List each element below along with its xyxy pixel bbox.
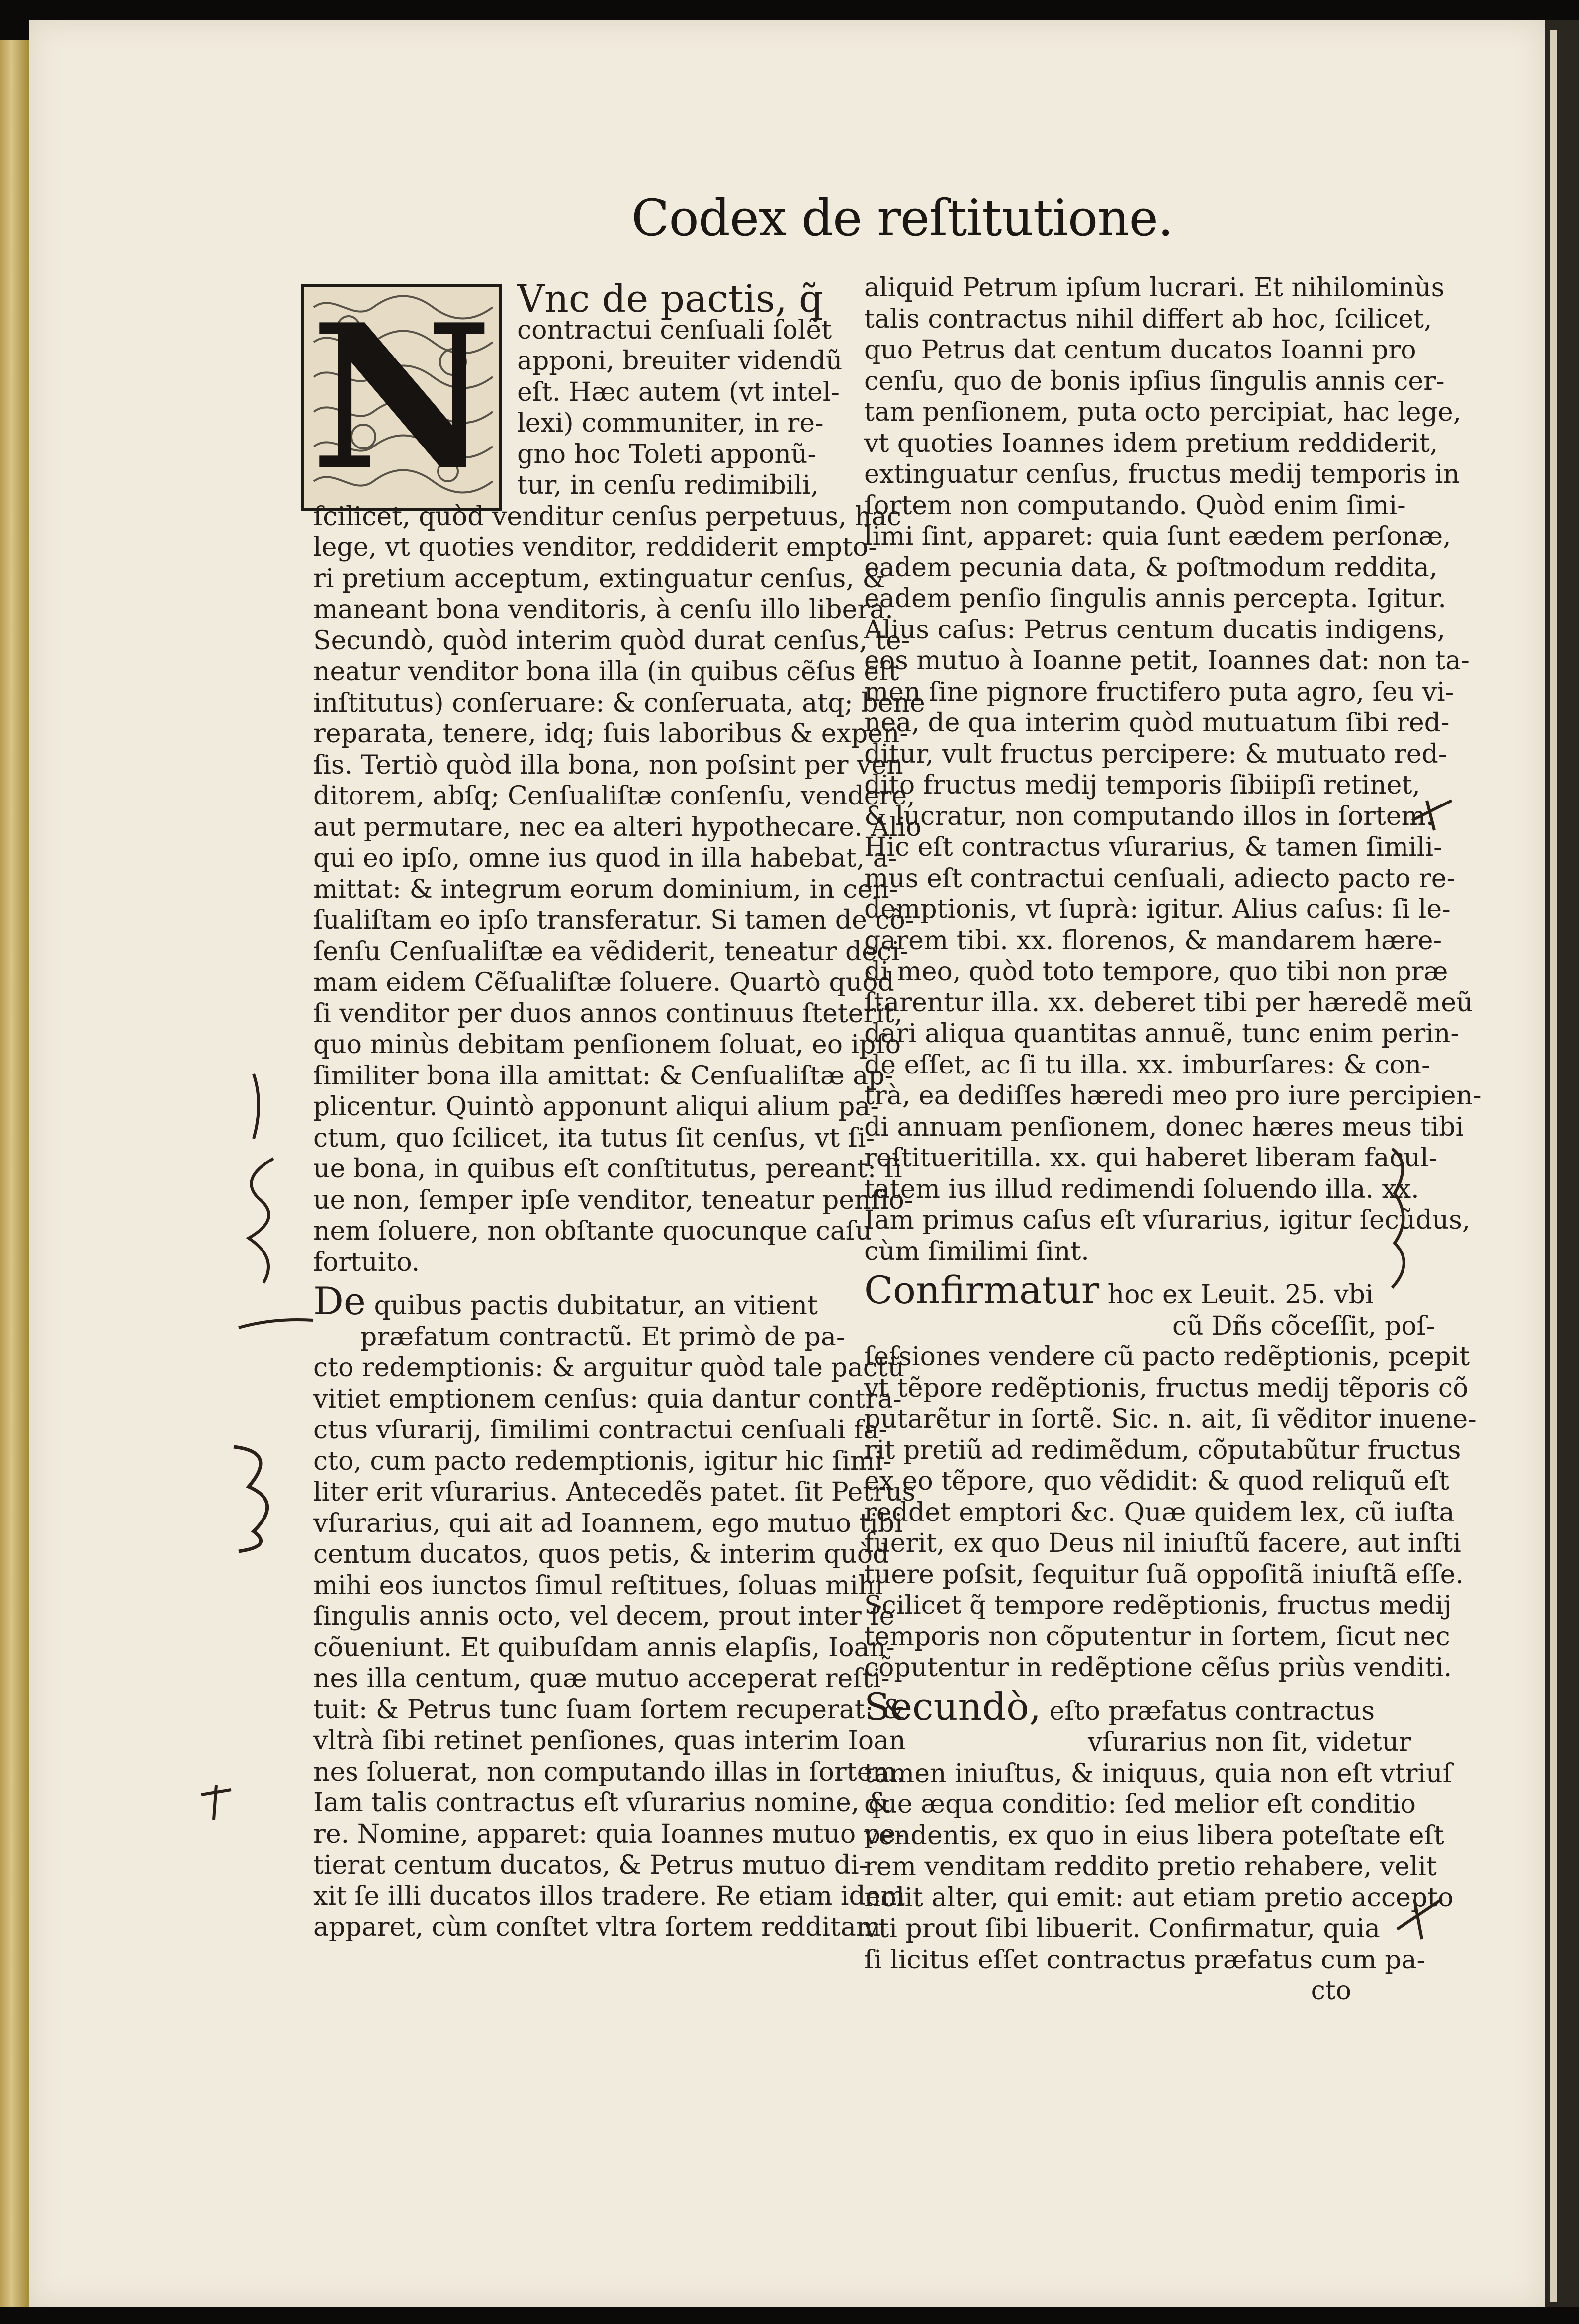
text-line: ſi licitus eſſet contractus præfatus cum pa-: [864, 1945, 1426, 1975]
next-page-edge: [1550, 30, 1557, 2302]
text-line: tierat centum ducatos, & Petrus mutuo di-: [313, 1850, 868, 1880]
text-line: plicentur. Quintò apponunt aliqui alium pa-: [313, 1092, 879, 1122]
text-line: rem venditam reddito pretio rehabere, velit: [864, 1852, 1437, 1881]
text-line: temporis non cõputentur in ſortem, ſicut nec: [864, 1621, 1450, 1652]
text-line: ſortem non computando. Quòd enim ſimi-: [864, 490, 1406, 521]
text-line: fuerit, ex quo Deus nil iniuſtũ facere, aut inſti: [864, 1528, 1461, 1558]
text-line: gno hoc Toleti apponũ-: [517, 439, 816, 469]
text-line: maneant bona venditoris, à cenſu illo libera.: [313, 595, 893, 625]
text-line: limi ſint, apparet: quia ſunt eædem perſonæ,: [864, 522, 1451, 551]
text-line: fortuito.: [313, 1247, 420, 1277]
text-line: eos mutuo à Ioanne petit, Ioannes dat: non ta-: [864, 646, 1470, 676]
text-line: vendentis, ex quo in eius libera poteſtate eſt: [864, 1820, 1444, 1851]
text-line: nes illa centum, quæ mutuo acceperat reſti-: [313, 1664, 890, 1694]
text-line: ſcilicet, quòd venditur cenſus perpetuus, hac: [313, 501, 901, 532]
text-line: ex eo tẽpore, quo vẽdidit: & quod reliquũ eſt: [864, 1466, 1450, 1496]
text-line: vſurarius non ſit, videtur: [1088, 1727, 1411, 1757]
text-line: ſi venditor per duos annos continuus ſteterit,: [313, 998, 903, 1029]
text-line: rit pretiũ ad redimẽdum, cõputabũtur fructus: [864, 1435, 1461, 1465]
text-line: vt quoties Ioannes idem pretium reddiderit,: [864, 428, 1438, 458]
text-line: ctus vſurarij, ſimilimi contractui cenſuali fa-: [313, 1415, 887, 1445]
margin-cross-mark-icon: [1407, 791, 1457, 835]
text-line: [864, 1268, 1391, 1312]
text-line: ſenſu Cenſualiſtæ ea vẽdiderit, teneatur deci-: [313, 936, 909, 967]
text-line: mihi eos iunctos ſimul reſtitues, ſoluas mihi: [313, 1570, 883, 1601]
text-line: cenſu, quo de bonis ipſius ſingulis annis cer-: [864, 366, 1445, 396]
text-line: vitiet emptionem cenſus: quia dantur contra-: [313, 1384, 902, 1414]
text-line: liter erit vſurarius. Antecedẽs patet. ſit Petrus: [313, 1477, 916, 1507]
left-text-column: [310, 276, 925, 1943]
margin-bracket-annotation-icon: [219, 1059, 318, 1338]
text-line: tatem ius illud redimendi ſoluendo illa. xx.: [864, 1174, 1419, 1204]
text-line: tur, in cenſu redimibili,: [517, 470, 819, 500]
text-line: quo minùs debitam penſionem ſoluat, eo ipſo: [313, 1030, 901, 1060]
text-line: inſtitutus) conſeruare: & conſeruata, atq; bene: [313, 688, 925, 718]
text-line: ſeſsiones vendere cũ pacto redẽptionis, pcepit: [864, 1342, 1470, 1372]
text-line: eadem penſio ſingulis annis percepta. Igitur.: [864, 584, 1446, 614]
text-line: ſis. Tertiò quòd illa bona, non poſsint per ven: [313, 750, 903, 780]
text-line: præfatum contractũ. Et primò de pa-: [360, 1322, 845, 1352]
text-line: nes ſoluerat, non computando illas in ſortem.: [313, 1757, 905, 1787]
section-initial: De: [313, 1279, 366, 1323]
text-line: de eſſet, ac ſi tu illa. xx. imburſares: & con-: [864, 1050, 1430, 1080]
text-line: ſingulis annis octo, vel decem, prout inter ſe: [313, 1602, 895, 1631]
text-line: mam eidem Cẽſualiſtæ ſoluere. Quartò quòd: [313, 968, 894, 997]
text-line: extinguatur cenſus, fructus medij temporis in: [864, 459, 1460, 489]
book-edge-left: [0, 40, 29, 2307]
text-line: ſimiliter bona illa amittat: & Cenſualiſtæ ap-: [313, 1061, 894, 1091]
text-line: tamen iniuſtus, & iniquus, quia non eſt vtriuſ: [864, 1758, 1452, 1788]
text-line: vltrà ſibi retinet penſiones, quas interim Ioan: [313, 1726, 906, 1756]
text-line: trà, ea dediſſes hæredi meo pro iure percipien-: [864, 1081, 1482, 1111]
text-line: re. Nomine, apparet: quia Ioannes mutuo pe-: [313, 1819, 905, 1849]
text-line: reparata, tenere, idq; ſuis laboribus & expen-: [313, 719, 908, 749]
text-line: cũ Dñs cõceſſit, poſ-: [1172, 1311, 1435, 1341]
right-text-column: [864, 272, 1482, 2007]
text-line: nolit alter, qui emit: aut etiam pretio accepto: [864, 1882, 1454, 1913]
text-line: cõputentur in redẽptione cẽſus priùs venditi.: [864, 1653, 1452, 1683]
text-line: Iam talis contractus eſt vſurarius nomine, &: [313, 1788, 891, 1818]
text-line: ri pretium acceptum, extinguatur cenſus, &: [313, 563, 885, 594]
text-line: vti prout ſibi libuerit. Confirmatur, quia: [864, 1914, 1380, 1944]
text-line: aliquid Petrum ipſum lucrari. Et nihilominùs: [864, 273, 1445, 303]
text-line: ſtarentur illa. xx. deberet tibi per hæredẽ meũ: [864, 987, 1473, 1018]
text-line: tam penſionem, puta octo percipiat, hac lege,: [864, 397, 1462, 427]
text-line: cto redemptionis: & arguitur quòd tale pactũ: [313, 1353, 905, 1383]
text-fragment: quibus pactis dubitatur, an vitient: [374, 1291, 818, 1321]
text-line: centum ducatos, quos petis, & interim quòd: [313, 1539, 889, 1569]
text-line: ſualiſtam eo ipſo transferatur. Si tamen de cõ-: [313, 905, 914, 935]
text-line: ditorem, abſq; Cenſualiſtæ conſenſu, vendere,: [313, 781, 915, 811]
text-line: di meo, quòd toto tempore, quo tibi non præ: [864, 957, 1448, 986]
section-heading-confirmatur: Confirmatur: [864, 1268, 1100, 1312]
text-line: tuit: & Petrus tunc ſuam ſortem recuperat: &: [313, 1695, 905, 1725]
text-line: vt tẽpore redẽptionis, fructus medij tẽporis cõ: [864, 1373, 1469, 1403]
page-title: Codex de reſtitutione.: [631, 189, 1173, 247]
text-line: [864, 1684, 1391, 1729]
margin-brace-annotation-icon: [1382, 1144, 1417, 1293]
text-line: Scilicet q̃ tempore redẽptionis, fructus medij: [864, 1591, 1452, 1620]
text-fragment: eſto præfatus contractus: [1049, 1696, 1375, 1726]
text-line: ctum, quo ſcilicet, ita tutus ſit cenſus, vt ſi-: [313, 1123, 875, 1153]
text-line: apponi, breuiter videndũ: [517, 346, 843, 376]
text-line: tuere poſsit, ſequitur ſuã oppoſitã iniuſtã eſſe.: [864, 1559, 1464, 1590]
text-line: aut permutare, nec ea alteri hypothecare. Alio: [313, 812, 922, 842]
text-line: ue bona, in quibus eſt conſtitutus, pereant: ſi: [313, 1154, 902, 1184]
margin-brace-annotation-icon: [219, 1432, 298, 1561]
text-line: di annuam penſionem, donec hæres meus tibi: [864, 1112, 1464, 1142]
text-line: apparet, cùm conſtet vltra ſortem redditam: [313, 1912, 881, 1942]
text-line: men ſine pignore fructifero puta agro, ſeu vi-: [864, 677, 1454, 707]
text-line: lege, vt quoties venditor, reddiderit empto-: [313, 533, 877, 562]
text-line: Secundò, quòd interim quòd durat cenſus, te-: [313, 626, 910, 656]
text-line: xit ſe illi ducatos illos tradere. Re etiam idem: [313, 1881, 905, 1911]
text-line: cõueniunt. Et quibuſdam annis elapſis, Ioan-: [313, 1632, 895, 1663]
section-heading-secundo: Secundò,: [864, 1684, 1042, 1729]
text-line: cto, cum pacto redemptionis, igitur hic ſimi-: [313, 1446, 892, 1476]
text-line: neatur venditor bona illa (in quibus cẽſus eſt: [313, 657, 899, 687]
text-line: Iam primus caſus eſt vſurarius, igitur ſecũdus,: [864, 1205, 1471, 1235]
text-line: nem ſoluere, non obſtante quocunque caſu: [313, 1216, 872, 1246]
text-line: quo Petrus dat centum ducatos Ioanni pro: [864, 335, 1416, 365]
text-line: putarẽtur in ſortẽ. Sic. n. ait, ſi vẽditor inuene-: [864, 1404, 1477, 1434]
text-fragment: hoc ex Leuit. 25. vbi: [1107, 1280, 1374, 1310]
dropcap-letter: N: [310, 284, 493, 511]
text-line: Vnc de pactis, q̃: [517, 276, 823, 321]
text-line: contractui cenſuali ſolẽt: [517, 315, 832, 345]
text-line: vſurarius, qui ait ad Ioannem, ego mutuo tibi: [313, 1508, 903, 1538]
margin-cross-mark-icon: [1392, 1889, 1447, 1944]
text-line: talis contractus nihil differt ab hoc, ſcilicet,: [864, 304, 1432, 334]
text-line: ditur, vult fructus percipere: & mutuato red-: [864, 739, 1447, 769]
text-line: reſtitueritilla. xx. qui haberet liberam facul-: [864, 1143, 1438, 1173]
text-line: [313, 1279, 830, 1323]
text-line: lexi) communiter, in re-: [517, 408, 824, 438]
text-line: & lucratur, non computando illos in ſortem.: [864, 801, 1434, 831]
text-line: cùm ſimilimi ſint.: [864, 1236, 1089, 1266]
text-line: qui eo ipſo, omne ius quod in illa habebat, a-: [313, 843, 897, 873]
text-line: Alius caſus: Petrus centum ducatis indigens,: [864, 615, 1446, 645]
text-line: dari aliqua quantitas annuẽ, tunc enim perin-: [864, 1019, 1459, 1049]
text-line: eſt. Hæc autem (vt intel-: [517, 377, 840, 407]
text-line: que æqua conditio: ſed melior eſt conditio: [864, 1789, 1416, 1819]
text-line: Hic eſt contractus vſurarius, & tamen ſimili-: [864, 832, 1442, 862]
text-line: ue non, ſemper ipſe venditor, teneatur penſio-: [313, 1185, 913, 1215]
text-line: dito fructus medij temporis ſibiipſi retinet,: [864, 770, 1420, 800]
text-line: nea, de qua interim quòd mutuatum ſibi red-: [864, 708, 1450, 738]
text-line: garem tibi. xx. florenos, & mandarem hære-: [864, 925, 1442, 956]
text-line: reddet emptori &c. Quæ quidem lex, cũ iuſta: [864, 1497, 1455, 1527]
text-line: demptionis, vt ſuprà: igitur. Alius caſus: ſi le-: [864, 894, 1451, 924]
text-line: eadem pecunia data, & poſtmodum reddita,: [864, 552, 1438, 583]
catchword: cto: [1311, 1976, 1351, 2006]
margin-cross-mark-icon: [194, 1780, 239, 1825]
text-line: mus eſt contractui cenſuali, adiecto pacto re-: [864, 863, 1456, 894]
text-line: mittat: & integrum eorum dominium, in cen-: [313, 874, 898, 904]
